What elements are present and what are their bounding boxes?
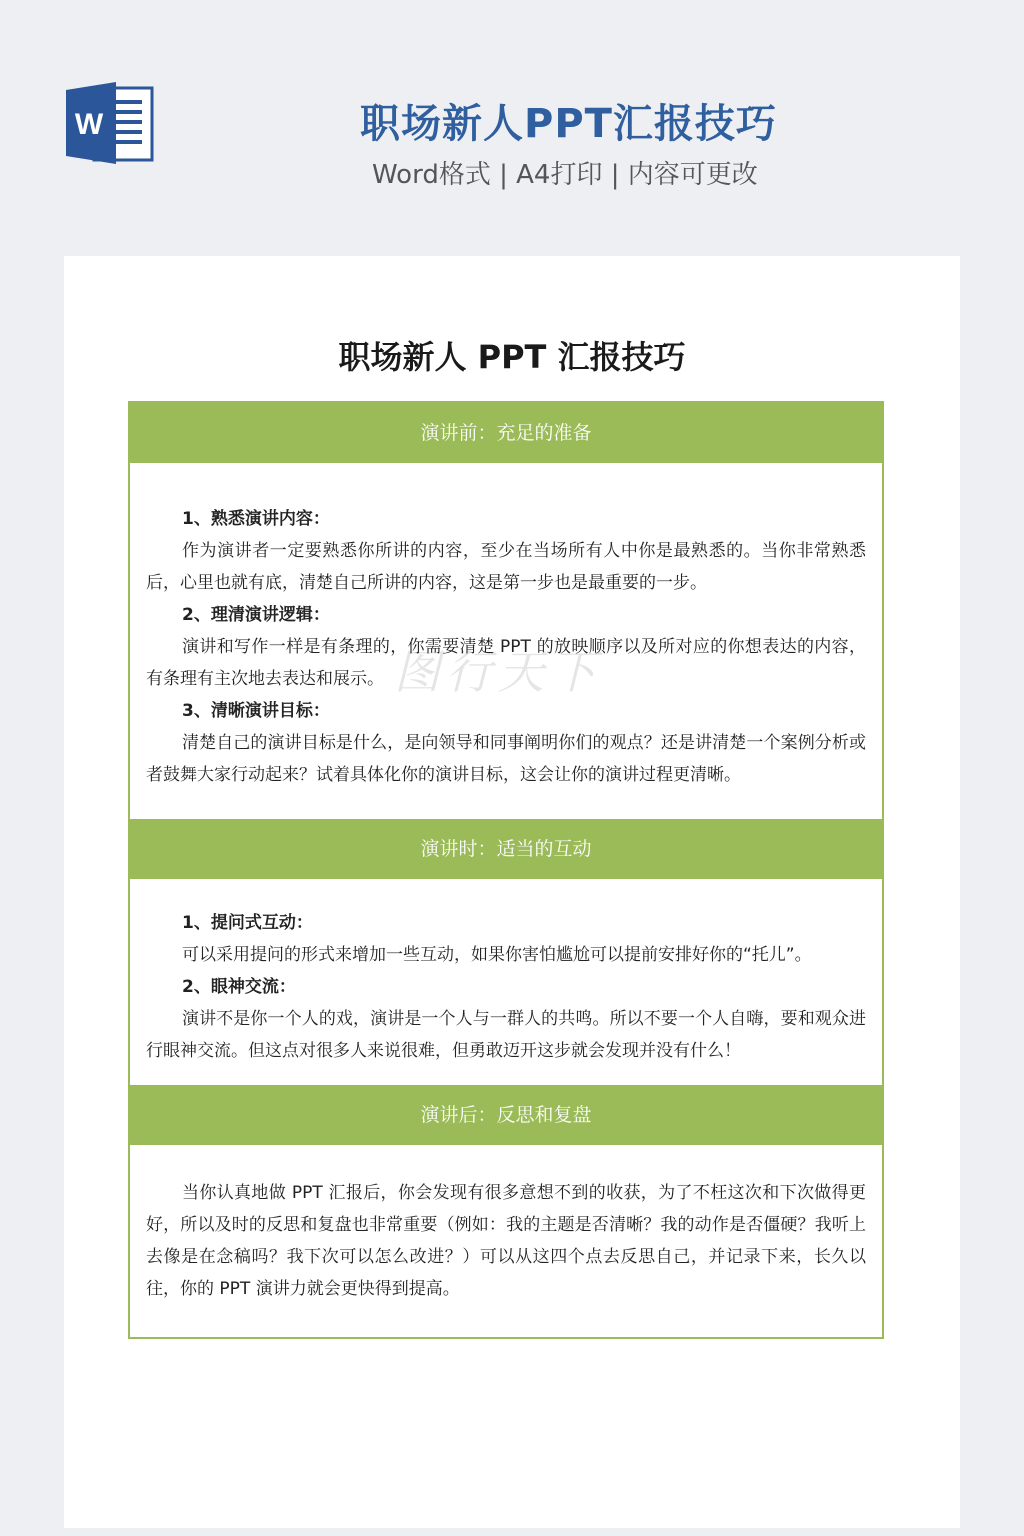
item-text: 当你认真地做 PPT 汇报后，你会发现有很多意想不到的收获，为了不枉这次和下次做得更好，所以及时的反思和复盘也非常重要（例如：我的主题是否清晰？我的动作是否僵硬？我听上去像是在念稿吗？我下次可以怎么改进？）可以从这四个点去反思自己，并记录下来，长久以往，你的 PPT 演讲力就会更快得到提高。 bbox=[146, 1183, 866, 1299]
item-title: 1、提问式互动： bbox=[182, 913, 313, 933]
section-header-after: 演讲后：反思和复盘 bbox=[130, 1085, 882, 1145]
section-body-during bbox=[130, 879, 882, 1085]
item-title: 3、清晰演讲目标： bbox=[182, 701, 330, 721]
item-text: 演讲和写作一样是有条理的，你需要清楚 PPT 的放映顺序以及所对应的你想表达的内容，有条理有主次地去表达和展示。 bbox=[146, 637, 866, 689]
item-title: 1、熟悉演讲内容： bbox=[182, 509, 330, 529]
watermark: 图行天下 bbox=[394, 645, 602, 699]
section-header-during: 演讲时：适当的互动 bbox=[130, 819, 882, 879]
word-document-icon bbox=[64, 80, 156, 164]
document-page bbox=[64, 256, 960, 1528]
page-title: 职场新人PPT汇报技巧 bbox=[360, 101, 777, 147]
item-text: 作为演讲者一定要熟悉你所讲的内容，至少在当场所有人中你是最熟悉的。当你非常熟悉后，心里也就有底，清楚自己所讲的内容，这是第一步也是最重要的一步。 bbox=[146, 541, 866, 593]
item-text: 清楚自己的演讲目标是什么，是向领导和同事阐明你们的观点？还是讲清楚一个案例分析或者鼓舞大家行动起来？试着具体化你的演讲目标，这会让你的演讲过程更清晰。 bbox=[146, 733, 866, 785]
section-body-after bbox=[130, 1145, 882, 1337]
page-subtitle: Word格式 | A4打印 | 内容可更改 bbox=[372, 160, 758, 190]
section-header-before: 演讲前：充足的准备 bbox=[130, 403, 882, 463]
document-title: 职场新人 PPT 汇报技巧 bbox=[338, 338, 686, 376]
item-title: 2、眼神交流： bbox=[182, 977, 296, 997]
item-text: 演讲不是你一个人的戏，演讲是一个人与一群人的共鸣。所以不要一个人自嗨，要和观众进行眼神交流。但这点对很多人来说很难，但勇敢迈开这步就会发现并没有什么！ bbox=[146, 1009, 866, 1061]
item-title: 2、理清演讲逻辑： bbox=[182, 605, 330, 625]
svg-text:W: W bbox=[74, 108, 104, 141]
section-body-before bbox=[130, 463, 882, 819]
content-table bbox=[128, 401, 884, 1339]
item-text: 可以采用提问的形式来增加一些互动，如果你害怕尴尬可以提前安排好你的“托儿”。 bbox=[182, 945, 812, 965]
